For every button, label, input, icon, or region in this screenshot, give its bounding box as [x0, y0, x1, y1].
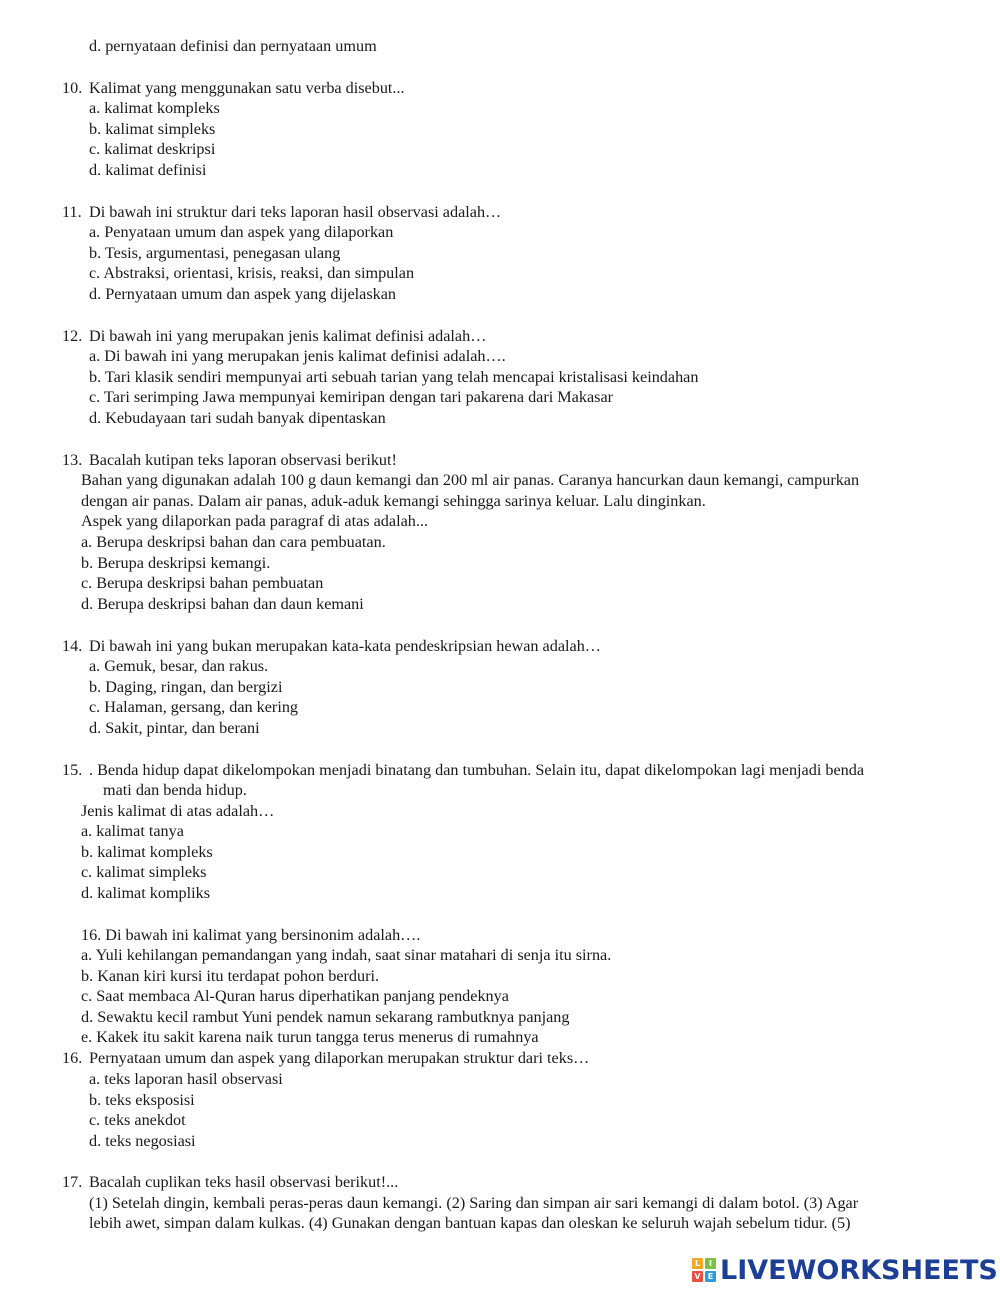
- q13-option-b[interactable]: b. Berupa deskripsi kemangi.: [81, 554, 271, 572]
- q12-option-b[interactable]: b. Tari klasik sendiri mempunyai arti sebuah tarian yang telah mencapai kristalisasi keindahan: [89, 368, 699, 386]
- q10-option-b[interactable]: b. kalimat simpleks: [89, 120, 216, 138]
- q9-option-d: d. pernyataan definisi dan pernyataan umum: [89, 37, 377, 55]
- liveworksheets-logo: [692, 1252, 998, 1288]
- q16b-option-d[interactable]: d. teks negosiasi: [89, 1132, 196, 1150]
- q11-question: Di bawah ini struktur dari teks laporan hasil observasi adalah…: [89, 203, 502, 221]
- q15-prompt: Jenis kalimat di atas adalah…: [81, 802, 275, 820]
- q13-number: 13.: [62, 451, 83, 469]
- q15-number: 15.: [62, 761, 83, 779]
- q15-option-c[interactable]: c. kalimat simpleks: [81, 863, 207, 881]
- q10-number: 10.: [62, 79, 83, 97]
- q14-option-b[interactable]: b. Daging, ringan, dan bergizi: [89, 678, 283, 696]
- q13-passage-line: dengan air panas. Dalam air panas, aduk-aduk kemangi sehingga sarinya keluar. Lalu dinginkan.: [81, 492, 706, 510]
- q14-option-a[interactable]: a. Gemuk, besar, dan rakus.: [89, 657, 269, 675]
- q17-number: 17.: [62, 1173, 83, 1191]
- q16b-number: 16.: [62, 1049, 83, 1067]
- q11-option-d[interactable]: d. Pernyataan umum dan aspek yang dijelaskan: [89, 285, 397, 303]
- logo-tile: I: [705, 1258, 716, 1269]
- q10-option-a[interactable]: a. kalimat kompleks: [89, 99, 220, 117]
- logo-tile: V: [692, 1271, 703, 1282]
- q16a-option-a[interactable]: a. Yuli kehilangan pemandangan yang indah, saat sinar matahari di senja itu sirna.: [81, 946, 612, 964]
- logo-mark-icon: [692, 1258, 716, 1282]
- q16b-option-a[interactable]: a. teks laporan hasil observasi: [89, 1070, 283, 1088]
- q17-question: Bacalah cuplikan teks hasil observasi berikut!...: [89, 1173, 399, 1191]
- q16a-option-b[interactable]: b. Kanan kiri kursi itu terdapat pohon berduri.: [81, 967, 380, 985]
- q13-question: Bacalah kutipan teks laporan observasi berikut!: [89, 451, 397, 469]
- q11-number: 11.: [62, 203, 82, 221]
- q11-option-b[interactable]: b. Tesis, argumentasi, penegasan ulang: [89, 244, 341, 262]
- q12-option-a[interactable]: a. Di bawah ini yang merupakan jenis kalimat definisi adalah….: [89, 347, 506, 365]
- q11-option-a[interactable]: a. Penyataan umum dan aspek yang dilaporkan: [89, 223, 394, 241]
- logo-tile: L: [692, 1258, 703, 1269]
- q12-option-c[interactable]: c. Tari serimping Jawa mempunyai kemiripan dengan tari pakarena dari Makasar: [89, 388, 614, 406]
- q17-passage-line: (1) Setelah dingin, kembali peras-peras daun kemangi. (2) Saring dan simpan air sari kemangi di dalam botol. (3) Agar: [89, 1194, 859, 1212]
- q12-number: 12.: [62, 327, 83, 345]
- q16a-option-e[interactable]: e. Kakek itu sakit karena naik turun tangga terus menerus di rumahnya: [81, 1028, 539, 1046]
- q15-question-line: . Benda hidup dapat dikelompokan menjadi binatang dan tumbuhan. Selain itu, dapat dikelompokan lagi menjadi benda: [89, 761, 865, 779]
- q14-option-d[interactable]: d. Sakit, pintar, dan berani: [89, 719, 260, 737]
- q15-question-line: mati dan benda hidup.: [103, 781, 247, 799]
- q16a-option-d[interactable]: d. Sewaktu kecil rambut Yuni pendek namun sekarang rambutknya panjang: [81, 1008, 570, 1026]
- q16b-question: Pernyataan umum dan aspek yang dilaporkan merupakan struktur dari teks…: [89, 1049, 590, 1067]
- q12-option-d[interactable]: d. Kebudayaan tari sudah banyak dipentaskan: [89, 409, 386, 427]
- q16b-option-b[interactable]: b. teks eksposisi: [89, 1091, 195, 1109]
- q13-option-d[interactable]: d. Berupa deskripsi bahan dan daun kemani: [81, 595, 364, 613]
- q17-passage-line: lebih awet, simpan dalam kulkas. (4) Gunakan dengan bantuan kapas dan oleskan ke seluruh wajah sebelum tidur. (5): [89, 1214, 851, 1232]
- q13-option-a[interactable]: a. Berupa deskripsi bahan dan cara pembuatan.: [81, 533, 386, 551]
- q10-question: Kalimat yang menggunakan satu verba disebut...: [89, 79, 405, 97]
- logo-tile: E: [705, 1271, 716, 1282]
- q16a-option-c[interactable]: c. Saat membaca Al-Quran harus diperhatikan panjang pendeknya: [81, 987, 509, 1005]
- q14-option-c[interactable]: c. Halaman, gersang, dan kering: [89, 698, 299, 716]
- q13-passage-line: Bahan yang digunakan adalah 100 g daun kemangi dan 200 ml air panas. Caranya hancurkan daun kemangi, campurkan: [81, 471, 860, 489]
- q15-option-b[interactable]: b. kalimat kompleks: [81, 843, 213, 861]
- q16b-option-c[interactable]: c. teks anekdot: [89, 1111, 186, 1129]
- q10-option-c[interactable]: c. kalimat deskripsi: [89, 140, 216, 158]
- logo-text: LIVEWORKSHEETS: [720, 1254, 998, 1286]
- q13-prompt: Aspek yang dilaporkan pada paragraf di atas adalah...: [81, 512, 428, 530]
- q14-question: Di bawah ini yang bukan merupakan kata-kata pendeskripsian hewan adalah…: [89, 637, 601, 655]
- q14-number: 14.: [62, 637, 83, 655]
- q11-option-c[interactable]: c. Abstraksi, orientasi, krisis, reaksi, dan simpulan: [89, 264, 415, 282]
- q15-option-d[interactable]: d. kalimat kompliks: [81, 884, 211, 902]
- q13-option-c[interactable]: c. Berupa deskripsi bahan pembuatan: [81, 574, 324, 592]
- q15-option-a[interactable]: a. kalimat tanya: [81, 822, 184, 840]
- q10-option-d[interactable]: d. kalimat definisi: [89, 161, 207, 179]
- q16a-question: 16. Di bawah ini kalimat yang bersinonim adalah….: [81, 926, 421, 944]
- q12-question: Di bawah ini yang merupakan jenis kalimat definisi adalah…: [89, 327, 487, 345]
